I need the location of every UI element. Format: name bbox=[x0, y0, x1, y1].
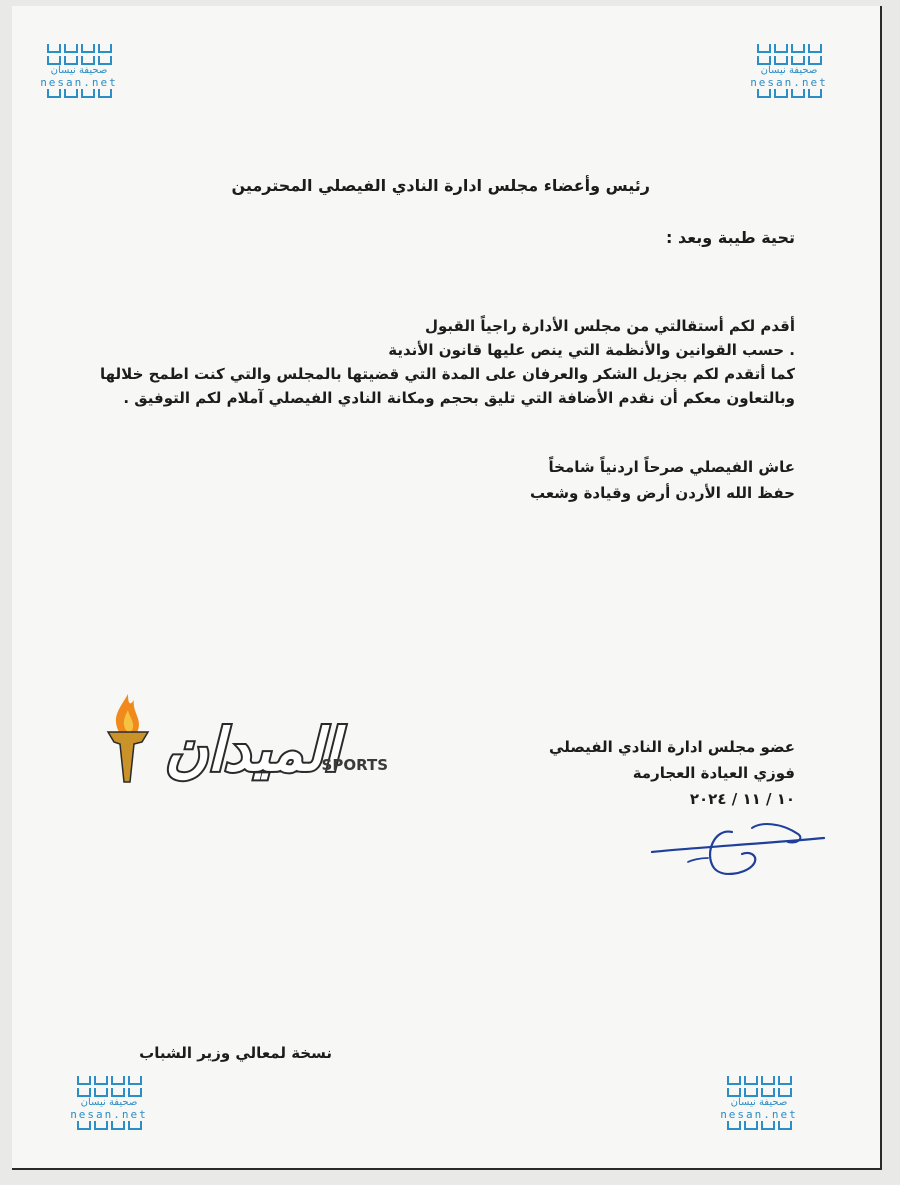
watermark-site: nesan.net bbox=[40, 76, 118, 89]
letter-page bbox=[12, 6, 882, 1170]
signer-block bbox=[549, 734, 795, 812]
watermark-arabic: صحيفة نيسان bbox=[730, 1097, 788, 1108]
torch-icon bbox=[108, 732, 148, 782]
watermark-logo-icon bbox=[750, 89, 828, 98]
letter-body bbox=[75, 314, 795, 410]
body-line: . حسب القوانين والأنظمة التي ينص عليها قانون الأندية bbox=[388, 341, 795, 359]
addressee-heading: رئيس وأعضاء مجلس ادارة النادي الفيصلي المحترمين bbox=[231, 176, 650, 195]
body-line: كما أتقدم لكم بجزيل الشكر والعرفان على المدة التي قضيتها بالمجلس والتي كنت اطمح خلالها bbox=[100, 365, 795, 383]
signer-name: فوزي العيادة العجارمة bbox=[632, 764, 795, 782]
watermark-top-left bbox=[40, 44, 118, 98]
watermark-logo-icon bbox=[40, 44, 118, 65]
watermark-site: nesan.net bbox=[750, 76, 828, 89]
watermark-top-right bbox=[750, 44, 828, 98]
copy-to-line: نسخة لمعالي وزير الشباب bbox=[139, 1044, 332, 1062]
brand-english: SPORTS bbox=[321, 756, 388, 774]
watermark-logo-icon bbox=[720, 1076, 798, 1097]
almaidan-sports-logo bbox=[102, 686, 402, 786]
closing-line: عاش الفيصلي صرحاً اردنياً شامخاً bbox=[548, 458, 795, 476]
watermark-arabic: صحيفة نيسان bbox=[50, 65, 108, 76]
signer-title: عضو مجلس ادارة النادي الفيصلي bbox=[549, 738, 795, 756]
letter-date: ١٠ / ١١ / ٢٠٢٤ bbox=[689, 790, 795, 808]
brand-arabic: الميدان bbox=[165, 716, 339, 784]
watermark-logo-icon bbox=[70, 1076, 148, 1097]
handwritten-signature bbox=[648, 814, 828, 884]
watermark-site: nesan.net bbox=[70, 1108, 148, 1121]
watermark-arabic: صحيفة نيسان bbox=[760, 65, 818, 76]
watermark-site: nesan.net bbox=[720, 1108, 798, 1121]
greeting: تحية طيبة وبعد : bbox=[666, 228, 795, 247]
watermark-logo-icon bbox=[40, 89, 118, 98]
watermark-logo-icon bbox=[750, 44, 828, 65]
body-line: أقدم لكم أستقالتي من مجلس الأدارة راجياً القبول bbox=[425, 317, 795, 335]
watermark-bottom-right bbox=[720, 1076, 798, 1130]
watermark-bottom-left bbox=[70, 1076, 148, 1130]
closing bbox=[530, 454, 795, 506]
watermark-logo-icon bbox=[720, 1121, 798, 1130]
body-line: وبالتعاون معكم أن نقدم الأضافة التي تليق بحجم ومكانة النادي الفيصلي آملام لكم التوفيق . bbox=[123, 389, 795, 407]
watermark-logo-icon bbox=[70, 1121, 148, 1130]
closing-line: حفظ الله الأردن أرض وقيادة وشعب bbox=[529, 484, 795, 502]
watermark-arabic: صحيفة نيسان bbox=[80, 1097, 138, 1108]
